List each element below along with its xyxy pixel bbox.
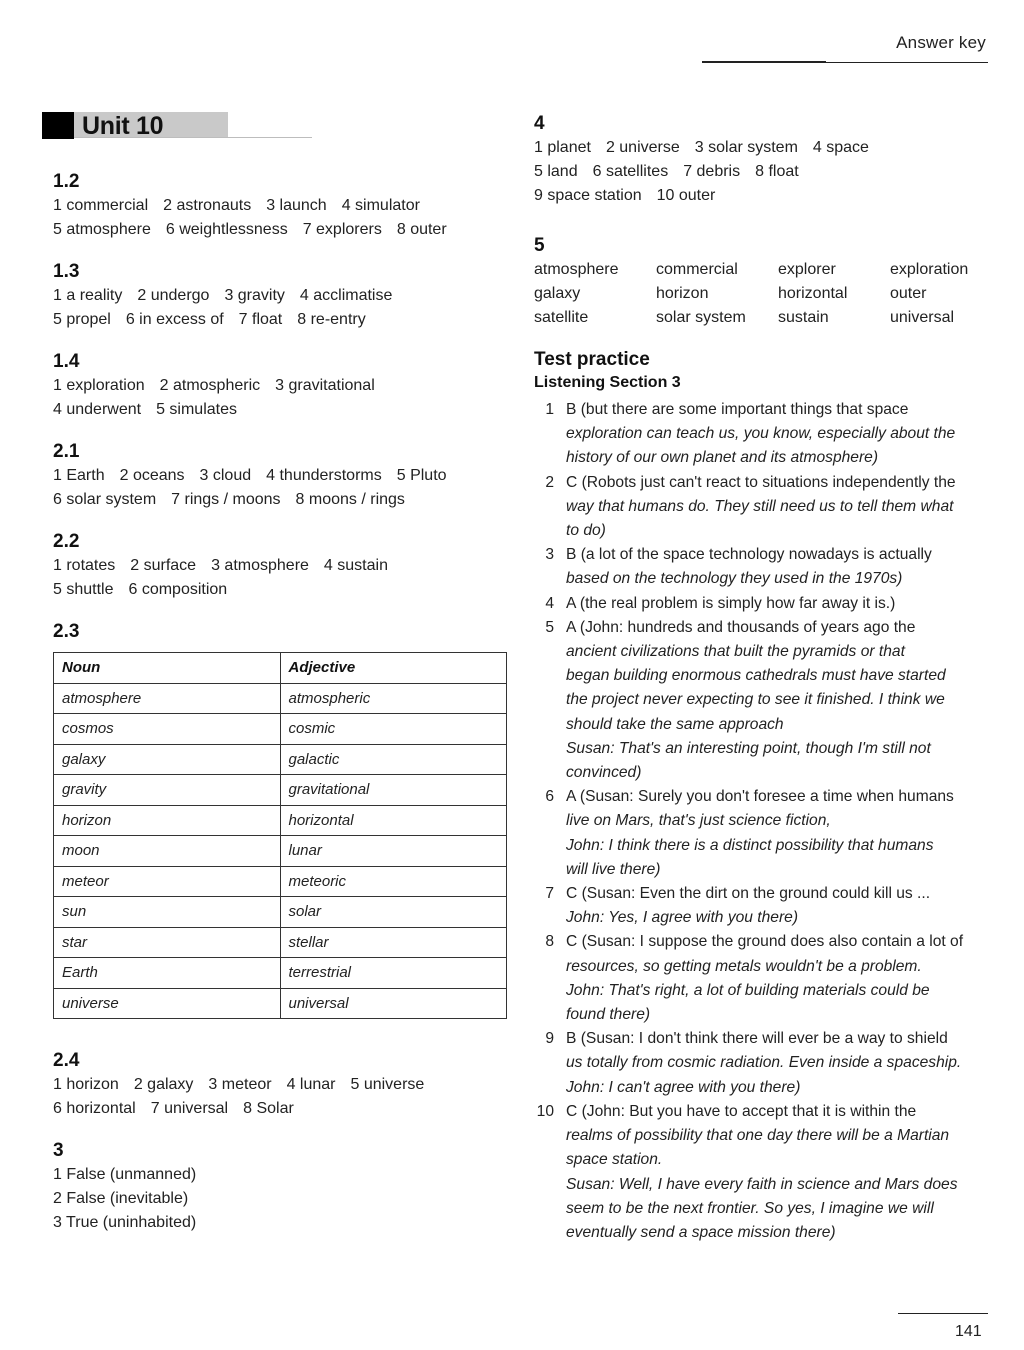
test-answer-line: A (John: hundreds and thousands of years ago the: [566, 618, 916, 636]
table-row: [54, 744, 507, 775]
stress-word: sustain: [778, 309, 829, 326]
stress-word: solar system: [656, 309, 746, 326]
answer: 1 commercial: [53, 197, 149, 214]
answer: 8 float: [755, 163, 799, 180]
answer: 1 horizon: [53, 1076, 119, 1093]
section-heading: 5: [534, 235, 545, 256]
test-practice: [534, 348, 994, 1245]
section-2-2: [53, 530, 513, 602]
test-answer-item: [534, 616, 994, 785]
answer-line: [534, 184, 994, 208]
section-heading: 2.2: [53, 531, 80, 552]
table-cell: atmosphere: [54, 683, 281, 714]
section-heading: 4: [534, 113, 545, 134]
test-answer-line: A (the real problem is simply how far away it is.): [566, 594, 896, 612]
answer-line: [53, 194, 513, 218]
test-answer-line: B (a lot of the space technology nowadays is actually: [566, 546, 932, 564]
table-cell: horizontal: [280, 805, 507, 836]
table-cell: universe: [54, 988, 281, 1019]
table-cell: stellar: [280, 927, 507, 958]
answer: 2 oceans: [119, 467, 185, 484]
unit-title: [42, 112, 312, 140]
test-answer-line: ancient civilizations that built the pyramids or that: [566, 643, 905, 661]
answer: 5 Pluto: [396, 467, 447, 484]
answer: 4 space: [812, 139, 869, 156]
test-answer-line: will live there): [566, 860, 661, 878]
table-cell: meteoric: [280, 866, 507, 897]
answer: 7 rings / moons: [171, 491, 281, 508]
answer: 2 astronauts: [163, 197, 252, 214]
test-answer-text: [566, 785, 994, 882]
table-cell: gravitational: [280, 775, 507, 806]
stress-word: explorer: [778, 261, 836, 278]
answer: 7 explorers: [302, 221, 382, 238]
unit-marker-block: [42, 112, 74, 139]
test-answer-line: convinced): [566, 764, 642, 782]
answer: 7 universal: [150, 1100, 229, 1117]
test-answer-item: [534, 930, 994, 1027]
answer-line: [534, 136, 994, 160]
test-answer-line: should take the same approach: [566, 715, 784, 733]
stress-word: horizontal: [778, 285, 848, 302]
test-answer-line: space station.: [566, 1151, 663, 1169]
table-row: [54, 714, 507, 745]
header-rule: [702, 62, 988, 63]
test-answer-number: 6: [545, 788, 554, 806]
answer: 3 atmosphere: [211, 557, 309, 574]
answer: 1 rotates: [53, 557, 116, 574]
test-answer-number: 9: [545, 1030, 554, 1048]
table-cell: sun: [54, 897, 281, 928]
answer-line: 3 True (uninhabited): [53, 1214, 197, 1231]
test-answer-number: 7: [545, 885, 554, 903]
test-answer-line: resources, so getting metals wouldn't be a problem.: [566, 957, 922, 975]
test-answer-line: began building enormous cathedrals must have started: [566, 667, 946, 685]
test-answer-line: Susan: That's an interesting point, though I'm still not: [566, 739, 931, 757]
test-answer-number: 5: [545, 618, 554, 636]
section-5: [534, 234, 994, 330]
table-cell: gravity: [54, 775, 281, 806]
test-answer-line: C (John: But you have to accept that it is within the: [566, 1102, 917, 1120]
test-answer-line: to do): [566, 522, 606, 540]
test-answer-line: A (Susan: Surely you don't foresee a time when humans: [566, 788, 954, 806]
test-answer-text: [566, 1027, 994, 1100]
right-column: [534, 112, 994, 1263]
table-cell: galaxy: [54, 744, 281, 775]
stress-word: exploration: [890, 261, 969, 278]
answer-line: 2 False (inevitable): [53, 1190, 189, 1207]
test-answer-item: [534, 785, 994, 882]
page-number: 141: [955, 1323, 982, 1340]
unit-title-text: Unit 10: [82, 112, 164, 140]
section-1-3: [53, 260, 513, 332]
table-cell: cosmic: [280, 714, 507, 745]
answer: 4 underwent: [53, 401, 142, 418]
table-row: [54, 866, 507, 897]
answer: 8 re-entry: [297, 311, 366, 328]
answer: 7 debris: [683, 163, 741, 180]
test-answer-item: [534, 1100, 994, 1245]
test-answer-item: [534, 592, 994, 616]
answer: 10 outer: [656, 187, 716, 204]
table-row: [54, 805, 507, 836]
test-answer-line: C (Susan: I suppose the ground does also contain a lot of: [566, 933, 964, 951]
test-answer-number: 4: [545, 594, 554, 612]
stress-word: outer: [890, 285, 927, 302]
test-answer-line: C (Robots just can't react to situations independently the: [566, 473, 956, 491]
listening-section-heading: Listening Section 3: [534, 374, 681, 391]
test-answer-line: way that humans do. They still need us to tell them what: [566, 497, 954, 515]
answer: 3 meteor: [208, 1076, 272, 1093]
table-cell: lunar: [280, 836, 507, 867]
test-answer-number: 3: [545, 546, 554, 564]
stress-word: commercial: [656, 261, 738, 278]
table-row: [54, 775, 507, 806]
table-cell: Earth: [54, 958, 281, 989]
answer: 3 launch: [266, 197, 327, 214]
test-answer-line: based on the technology they used in the 1970s): [566, 570, 903, 588]
left-column: [53, 170, 513, 1253]
answer: 5 simulates: [156, 401, 237, 418]
section-1-4: [53, 350, 513, 422]
test-answer-item: [534, 543, 994, 591]
answer: 4 acclimatise: [299, 287, 393, 304]
test-answer-line: C (Susan: Even the dirt on the ground could kill us ...: [566, 885, 931, 903]
answer: 2 galaxy: [133, 1076, 194, 1093]
answer: 3 gravity: [224, 287, 285, 304]
test-answer-number: 1: [545, 401, 554, 418]
test-answer-text: [566, 930, 994, 1027]
test-answer-text: [566, 882, 994, 930]
answer: 6 composition: [128, 581, 228, 598]
answer: 1 Earth: [53, 467, 105, 484]
test-answer-text: [566, 398, 994, 471]
section-4: [534, 112, 994, 208]
table-row: [54, 988, 507, 1019]
table-row: [54, 958, 507, 989]
test-answer-line: John: I think there is a distinct possibility that humans: [566, 836, 934, 854]
noun-adjective-table: [53, 652, 507, 1019]
table-cell: galactic: [280, 744, 507, 775]
answer-line: [53, 554, 513, 578]
test-answer-line: live on Mars, that's just science fiction,: [566, 812, 831, 830]
table-row: [54, 836, 507, 867]
table-cell: solar: [280, 897, 507, 928]
test-answer-line: B (Susan: I don't think there will ever be a way to shield: [566, 1030, 948, 1048]
test-answer-line: realms of possibility that one day there will be a Martian: [566, 1127, 950, 1145]
answer: 4 lunar: [286, 1076, 336, 1093]
test-practice-heading: Test practice: [534, 349, 650, 370]
answer: 5 land: [534, 163, 578, 180]
table-row: [54, 683, 507, 714]
section-heading: 3: [53, 1140, 64, 1161]
answer-line: [53, 578, 513, 602]
section-2-4: [53, 1049, 513, 1121]
answer: 4 simulator: [341, 197, 420, 214]
answer: 6 horizontal: [53, 1100, 136, 1117]
answer-line: 1 False (unmanned): [53, 1166, 197, 1183]
section-heading: 1.2: [53, 171, 80, 192]
answer: 6 in excess of: [125, 311, 224, 328]
test-answer-line: John: Yes, I agree with you there): [566, 909, 799, 927]
answer: 6 satellites: [592, 163, 669, 180]
stress-word: horizon: [656, 285, 709, 302]
test-answer-list: [534, 398, 994, 1245]
section-heading: 2.3: [53, 621, 80, 642]
test-answer-text: [566, 543, 994, 591]
answer: 8 outer: [396, 221, 447, 238]
section-1-2: [53, 170, 513, 242]
test-answer-item: [534, 398, 994, 471]
table-cell: meteor: [54, 866, 281, 897]
answer: 6 solar system: [53, 491, 157, 508]
answer-line: [534, 160, 994, 184]
footer-rule: [898, 1313, 988, 1314]
table-header-row: [54, 653, 507, 684]
test-answer-line: seem to be the next frontier. So yes, I imagine we will: [566, 1199, 934, 1217]
answer: 5 universe: [350, 1076, 425, 1093]
answer-line: [53, 488, 513, 512]
test-answer-text: [566, 592, 994, 616]
test-answer-line: John: That's right, a lot of building materials could be: [566, 981, 930, 999]
header-label: Answer key: [896, 33, 986, 52]
answer: 1 planet: [534, 139, 591, 156]
section-heading: 1.4: [53, 351, 80, 372]
answer-line: [53, 464, 513, 488]
answer: 3 gravitational: [275, 377, 375, 394]
test-answer-line: found there): [566, 1006, 651, 1024]
stress-word: universal: [890, 309, 955, 326]
answer: 2 surface: [130, 557, 197, 574]
answer-line: [53, 398, 513, 422]
answer: 2 universe: [605, 139, 680, 156]
answer: 1 exploration: [53, 377, 145, 394]
answer: 4 sustain: [323, 557, 388, 574]
test-answer-line: B (but there are some important things that space: [566, 401, 909, 418]
test-answer-line: Susan: Well, I have every faith in science and Mars does: [566, 1175, 958, 1193]
answer: 5 shuttle: [53, 581, 114, 598]
answer: 6 weightlessness: [165, 221, 288, 238]
test-answer-number: 8: [545, 933, 554, 951]
answer: 8 Solar: [243, 1100, 294, 1117]
stress-word: atmosphere: [534, 261, 619, 278]
table-row: [54, 927, 507, 958]
test-answer-number: 2: [545, 473, 554, 491]
answer-line: [53, 308, 513, 332]
stress-word: satellite: [534, 309, 589, 326]
answer: 2 undergo: [137, 287, 210, 304]
section-heading: 2.1: [53, 441, 80, 462]
answer-line: [53, 374, 513, 398]
answer-line: [53, 284, 513, 308]
stress-word: galaxy: [534, 285, 581, 302]
table-cell: moon: [54, 836, 281, 867]
test-answer-item: [534, 471, 994, 544]
section-3: [53, 1139, 513, 1235]
test-answer-line: exploration can teach us, you know, especially about the: [566, 425, 956, 443]
word-stress-grid: [534, 258, 994, 330]
section-heading: 2.4: [53, 1050, 80, 1071]
answer: 5 propel: [53, 311, 111, 328]
answer-line: [53, 218, 513, 242]
test-answer-item: [534, 882, 994, 930]
answer: 8 moons / rings: [295, 491, 405, 508]
test-answer-line: history of our own planet and its atmosphere): [566, 449, 879, 467]
section-2-3: [53, 620, 513, 1019]
column-header-adjective: Adjective: [280, 653, 507, 684]
answer: 1 a reality: [53, 287, 123, 304]
test-answer-line: us totally from cosmic radiation. Even inside a spaceship.: [566, 1054, 962, 1072]
table-cell: horizon: [54, 805, 281, 836]
table-cell: universal: [280, 988, 507, 1019]
section-heading: 1.3: [53, 261, 80, 282]
answer: 5 atmosphere: [53, 221, 151, 238]
answer: 7 float: [238, 311, 283, 328]
answer: 3 cloud: [199, 467, 252, 484]
answer: 3 solar system: [694, 139, 798, 156]
test-answer-line: eventually send a space mission there): [566, 1223, 836, 1241]
answer: 2 atmospheric: [159, 377, 261, 394]
test-answer-line: the project never expecting to see it finished. I think we: [566, 691, 945, 709]
column-header-noun: Noun: [54, 653, 281, 684]
table-cell: star: [54, 927, 281, 958]
test-answer-text: [566, 471, 994, 544]
table-row: [54, 897, 507, 928]
answer-line: [53, 1097, 513, 1121]
answer: 9 space station: [534, 187, 642, 204]
table-cell: cosmos: [54, 714, 281, 745]
test-answer-item: [534, 1027, 994, 1100]
test-answer-text: [566, 616, 994, 785]
answer: 4 thunderstorms: [266, 467, 382, 484]
test-answer-line: John: I can't agree with you there): [566, 1078, 801, 1096]
table-cell: atmospheric: [280, 683, 507, 714]
answer-line: [53, 1073, 513, 1097]
test-answer-number: 10: [536, 1102, 554, 1120]
table-cell: terrestrial: [280, 958, 507, 989]
section-2-1: [53, 440, 513, 512]
test-answer-text: [566, 1100, 994, 1245]
